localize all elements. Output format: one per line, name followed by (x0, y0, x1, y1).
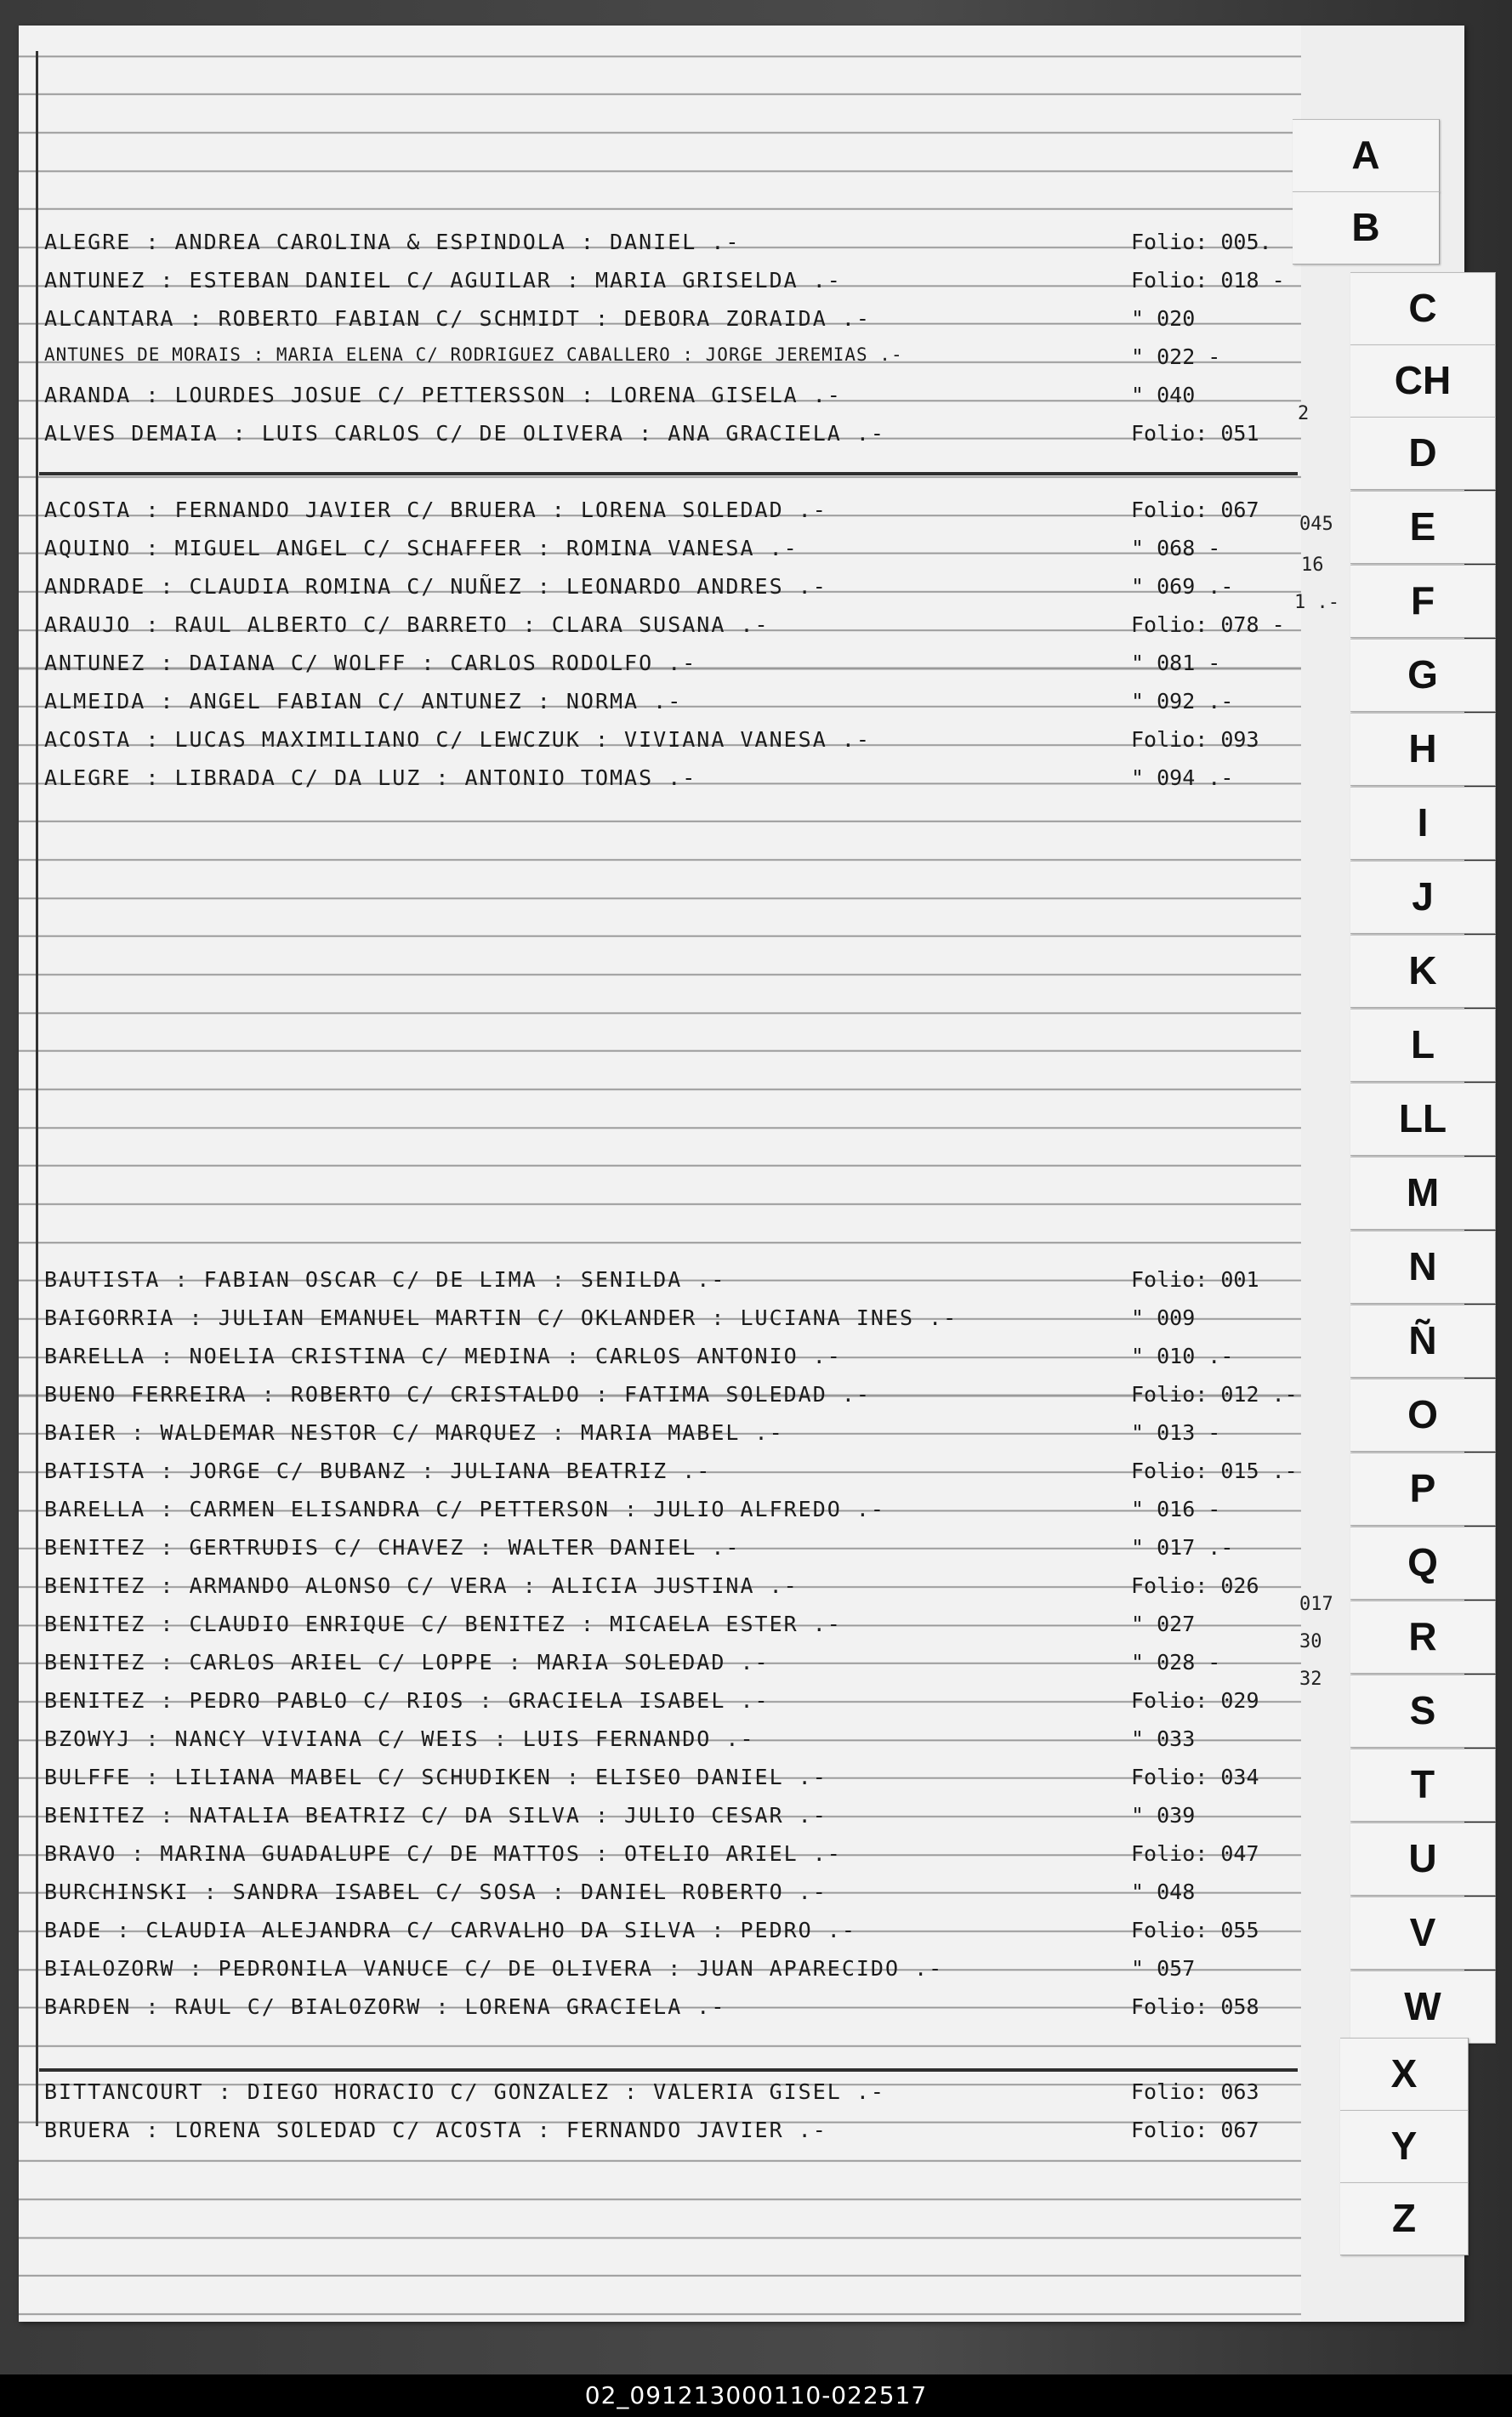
folio-number: Folio: 034 (1131, 1765, 1259, 1789)
tab-letter: I (1417, 800, 1429, 845)
index-tab-g[interactable] (1350, 639, 1496, 712)
entry-text: BARDEN : RAUL C/ BIALOZORW : LORENA GRACIELA .- (44, 1994, 726, 2019)
entry-text: BZOWYJ : NANCY VIVIANA C/ WEIS : LUIS FERNANDO .- (44, 1726, 755, 1751)
tab-letter: Q (1407, 1540, 1438, 1584)
list-item (44, 1304, 1294, 1341)
index-tab-w[interactable] (1350, 1971, 1496, 2044)
index-tab-k[interactable] (1350, 935, 1496, 1008)
folio-number: " 013 - (1131, 1420, 1221, 1445)
tab-letter: M (1406, 1170, 1440, 1214)
folio-number: Folio: 029 (1131, 1688, 1259, 1713)
tab-letter: S (1409, 1688, 1436, 1732)
folio-number: Folio: 012 .- (1131, 1382, 1298, 1407)
list-item (44, 1610, 1294, 1647)
index-tab-z[interactable] (1340, 2182, 1469, 2255)
tab-letter: R (1408, 1614, 1437, 1658)
list-item (44, 1763, 1294, 1800)
list-item (44, 764, 1294, 801)
entry-text: BAIGORRIA : JULIAN EMANUEL MARTIN C/ OKLANDER : LUCIANA INES .- (44, 1305, 958, 1330)
tab-letter: W (1404, 1984, 1441, 2028)
list-item (44, 687, 1294, 725)
entry-text: ALVES DEMAIA : LUIS CARLOS C/ DE OLIVERA : ANA GRACIELA .- (44, 421, 885, 446)
entry-text: BARELLA : CARMEN ELISANDRA C/ PETTERSON : JULIO ALFREDO .- (44, 1497, 885, 1521)
index-tab-b[interactable] (1293, 191, 1440, 264)
index-tab-y[interactable] (1340, 2110, 1469, 2183)
list-item (44, 611, 1294, 648)
entry-text: ACOSTA : LUCAS MAXIMILIANO C/ LEWCZUK : VIVIANA VANESA .- (44, 727, 871, 752)
index-tab-s[interactable] (1350, 1675, 1496, 1748)
list-item (44, 1954, 1294, 1992)
index-tab-e[interactable] (1350, 491, 1496, 564)
tab-letter: O (1407, 1392, 1438, 1436)
index-tab-ch[interactable] (1350, 344, 1496, 418)
tab-letter: G (1407, 652, 1438, 697)
folio-number: " 081 - (1131, 651, 1221, 675)
index-tab-a[interactable] (1293, 119, 1440, 192)
folio-number: " 068 - (1131, 536, 1221, 560)
tab-letter: Y (1390, 2124, 1418, 2168)
tab-letter: T (1410, 1762, 1435, 1806)
stray-mark: 30 (1299, 1631, 1322, 1652)
index-tab-d[interactable] (1350, 417, 1496, 490)
tab-letter: H (1408, 726, 1437, 771)
folio-number: " 039 (1131, 1803, 1196, 1828)
index-tab-enye[interactable] (1350, 1305, 1496, 1378)
stray-mark: 017 (1299, 1594, 1333, 1615)
list-item (44, 1993, 1294, 2030)
folio-number: Folio: 026 (1131, 1573, 1259, 1598)
list-item (44, 1380, 1298, 1418)
folio-number: Folio: 001 (1131, 1267, 1259, 1292)
tab-letter: X (1390, 2051, 1418, 2096)
index-tab-o[interactable] (1350, 1379, 1496, 1452)
list-item (44, 1801, 1294, 1839)
folio-number: Folio: 067 (1131, 2118, 1259, 2142)
index-tab-m[interactable] (1350, 1157, 1496, 1230)
index-tab-t[interactable] (1350, 1749, 1496, 1822)
folio-number: " 028 - (1131, 1650, 1221, 1675)
folio-number: " 057 (1131, 1956, 1196, 1981)
index-tab-q[interactable] (1350, 1527, 1496, 1600)
image-id-caption: 02_091213000110-022517 (584, 2381, 928, 2409)
tab-letter: B (1351, 205, 1380, 249)
list-item (44, 304, 1294, 342)
list-item (44, 228, 1294, 265)
folio-number: Folio: 058 (1131, 1994, 1259, 2019)
tab-letter: U (1408, 1836, 1437, 1880)
tab-letter: E (1409, 504, 1436, 549)
folio-number: " 040 (1131, 383, 1196, 407)
index-tab-ll[interactable] (1350, 1083, 1496, 1156)
entry-text: ANTUNEZ : DAIANA C/ WOLFF : CARLOS RODOLFO .- (44, 651, 697, 675)
index-tab-r[interactable] (1350, 1601, 1496, 1674)
tab-letter: F (1410, 578, 1435, 623)
folio-number: Folio: 047 (1131, 1841, 1259, 1866)
entry-text: BAIER : WALDEMAR NESTOR C/ MARQUEZ : MARIA MABEL .- (44, 1420, 784, 1445)
tab-letter: C (1408, 286, 1437, 330)
entry-text: ANTUNES DE MORAIS : MARIA ELENA C/ RODRIGUEZ CABALLERO : JORGE JEREMIAS .- (44, 344, 903, 365)
entry-text: BRUERA : LORENA SOLEDAD C/ ACOSTA : FERNANDO JAVIER .- (44, 2118, 827, 2142)
stray-mark: 045 (1299, 514, 1333, 535)
index-tab-l[interactable] (1350, 1009, 1496, 1082)
tab-letter: CH (1394, 358, 1452, 402)
tab-letter: D (1408, 430, 1437, 475)
list-item (44, 2116, 1294, 2153)
index-tab-p[interactable] (1350, 1453, 1496, 1526)
folio-number: Folio: 067 (1131, 498, 1259, 522)
list-item (44, 1457, 1298, 1494)
index-tab-v[interactable] (1350, 1897, 1496, 1970)
entry-text: BENITEZ : CARLOS ARIEL C/ LOPPE : MARIA SOLEDAD .- (44, 1650, 770, 1675)
entry-text: BADE : CLAUDIA ALEJANDRA C/ CARVALHO DA SILVA : PEDRO .- (44, 1918, 856, 1942)
folio-number: Folio: 051 (1131, 421, 1259, 446)
folio-number: " 020 (1131, 306, 1196, 331)
entry-text: ALEGRE : ANDREA CAROLINA & ESPINDOLA : DANIEL .- (44, 230, 741, 254)
tab-letter: A (1351, 133, 1380, 177)
entry-text: BENITEZ : ARMANDO ALONSO C/ VERA : ALICIA JUSTINA .- (44, 1573, 799, 1598)
tab-letter: Ñ (1408, 1318, 1437, 1362)
list-item (44, 1916, 1294, 1954)
folio-number: Folio: 055 (1131, 1918, 1259, 1942)
alphabet-index-tabs (1293, 0, 1512, 2417)
list-item (44, 266, 1294, 304)
list-item (44, 649, 1294, 686)
list-item (44, 419, 1294, 457)
list-item (44, 1265, 1294, 1303)
folio-number: Folio: 018 - (1131, 268, 1285, 293)
folio-number: " 022 - (1131, 344, 1221, 369)
list-item (44, 2078, 1294, 2115)
folio-number: Folio: 093 (1131, 727, 1259, 752)
list-item (44, 1572, 1294, 1609)
entry-text: BARELLA : NOELIA CRISTINA C/ MEDINA : CARLOS ANTONIO .- (44, 1344, 842, 1368)
list-item (44, 496, 1294, 533)
list-item (44, 1878, 1294, 1915)
entry-text: BENITEZ : NATALIA BEATRIZ C/ DA SILVA : JULIO CESAR .- (44, 1803, 827, 1828)
entry-text: ALEGRE : LIBRADA C/ DA LUZ : ANTONIO TOMAS .- (44, 765, 697, 790)
entry-text: ALMEIDA : ANGEL FABIAN C/ ANTUNEZ : NORMA .- (44, 689, 683, 714)
tab-letter: L (1410, 1022, 1435, 1066)
entry-text: BENITEZ : GERTRUDIS C/ CHAVEZ : WALTER DANIEL .- (44, 1535, 741, 1560)
tab-letter: Z (1391, 2196, 1417, 2240)
index-tab-f[interactable] (1350, 565, 1496, 638)
folio-number: " 033 (1131, 1726, 1196, 1751)
folio-number: " 016 - (1131, 1497, 1221, 1521)
entry-text: ACOSTA : FERNANDO JAVIER C/ BRUERA : LORENA SOLEDAD .- (44, 498, 827, 522)
list-item (44, 1495, 1294, 1533)
entry-text: BENITEZ : CLAUDIO ENRIQUE C/ BENITEZ : MICAELA ESTER .- (44, 1612, 842, 1636)
folio-number: " 017 .- (1131, 1535, 1234, 1560)
stray-mark: 1 .- (1294, 592, 1339, 613)
folio-number: " 092 .- (1131, 689, 1234, 714)
index-tab-i[interactable] (1350, 787, 1496, 860)
entry-text: BURCHINSKI : SANDRA ISABEL C/ SOSA : DANIEL ROBERTO .- (44, 1880, 827, 1904)
entry-text: ARANDA : LOURDES JOSUE C/ PETTERSSON : LORENA GISELA .- (44, 383, 842, 407)
list-item (44, 725, 1294, 763)
folio-number: " 069 .- (1131, 574, 1234, 599)
list-item (44, 1648, 1294, 1686)
list-item (44, 1725, 1294, 1762)
folio-number: " 027 (1131, 1612, 1196, 1636)
tab-letter: N (1408, 1244, 1437, 1288)
folio-number: " 094 .- (1131, 765, 1234, 790)
list-item (44, 1419, 1294, 1456)
list-item (44, 1533, 1294, 1571)
entry-text: ARAUJO : RAUL ALBERTO C/ BARRETO : CLARA SUSANA .- (44, 612, 770, 637)
entry-text: AQUINO : MIGUEL ANGEL C/ SCHAFFER : ROMINA VANESA .- (44, 536, 799, 560)
index-tab-u[interactable] (1350, 1823, 1496, 1896)
list-item (44, 1840, 1294, 1877)
folio-number: Folio: 063 (1131, 2079, 1259, 2104)
index-tab-x[interactable] (1340, 2038, 1469, 2111)
list-item (44, 572, 1294, 610)
index-tab-c[interactable] (1350, 272, 1496, 345)
image-caption-bar (0, 2374, 1512, 2417)
index-tab-j[interactable] (1350, 861, 1496, 934)
tab-letter: P (1409, 1466, 1436, 1510)
index-tab-h[interactable] (1350, 713, 1496, 786)
list-item (44, 1686, 1294, 1724)
folio-number: Folio: 015 .- (1131, 1459, 1298, 1483)
list-item (44, 534, 1294, 572)
entry-text: BAUTISTA : FABIAN OSCAR C/ DE LIMA : SENILDA .- (44, 1267, 726, 1292)
entry-text: BRAVO : MARINA GUADALUPE C/ DE MATTOS : OTELIO ARIEL .- (44, 1841, 842, 1866)
index-tab-n[interactable] (1350, 1231, 1496, 1304)
tab-letter: J (1412, 874, 1434, 918)
stray-mark: 2 (1298, 403, 1310, 424)
entry-text: ANDRADE : CLAUDIA ROMINA C/ NUÑEZ : LEONARDO ANDRES .- (44, 574, 827, 599)
entry-text: BUENO FERREIRA : ROBERTO C/ CRISTALDO : FATIMA SOLEDAD .- (44, 1382, 871, 1407)
entry-text: ALCANTARA : ROBERTO FABIAN C/ SCHMIDT : DEBORA ZORAIDA .- (44, 306, 871, 331)
stray-mark: 16 (1301, 554, 1324, 576)
entry-text: ANTUNEZ : ESTEBAN DANIEL C/ AGUILAR : MARIA GRISELDA .- (44, 268, 842, 293)
folio-number: Folio: 078 - (1131, 612, 1285, 637)
entry-text: BIALOZORW : PEDRONILA VANUCE C/ DE OLIVERA : JUAN APARECIDO .- (44, 1956, 944, 1981)
folio-number: " 009 (1131, 1305, 1196, 1330)
folio-number: " 010 .- (1131, 1344, 1234, 1368)
entry-text: BULFFE : LILIANA MABEL C/ SCHUDIKEN : ELISEO DANIEL .- (44, 1765, 827, 1789)
entry-text: BATISTA : JORGE C/ BUBANZ : JULIANA BEATRIZ .- (44, 1459, 712, 1483)
list-item (44, 381, 1294, 418)
folio-number: Folio: 005. (1131, 230, 1272, 254)
entry-text: BITTANCOURT : DIEGO HORACIO C/ GONZALEZ : VALERIA GISEL .- (44, 2079, 885, 2104)
stray-mark: 32 (1299, 1669, 1322, 1690)
list-item (44, 343, 1294, 380)
folio-number: " 048 (1131, 1880, 1196, 1904)
entry-text: BENITEZ : PEDRO PABLO C/ RIOS : GRACIELA ISABEL .- (44, 1688, 770, 1713)
list-item (44, 1342, 1294, 1379)
tab-letter: V (1409, 1910, 1436, 1954)
tab-letter: K (1408, 948, 1437, 992)
tab-letter: LL (1398, 1096, 1447, 1140)
